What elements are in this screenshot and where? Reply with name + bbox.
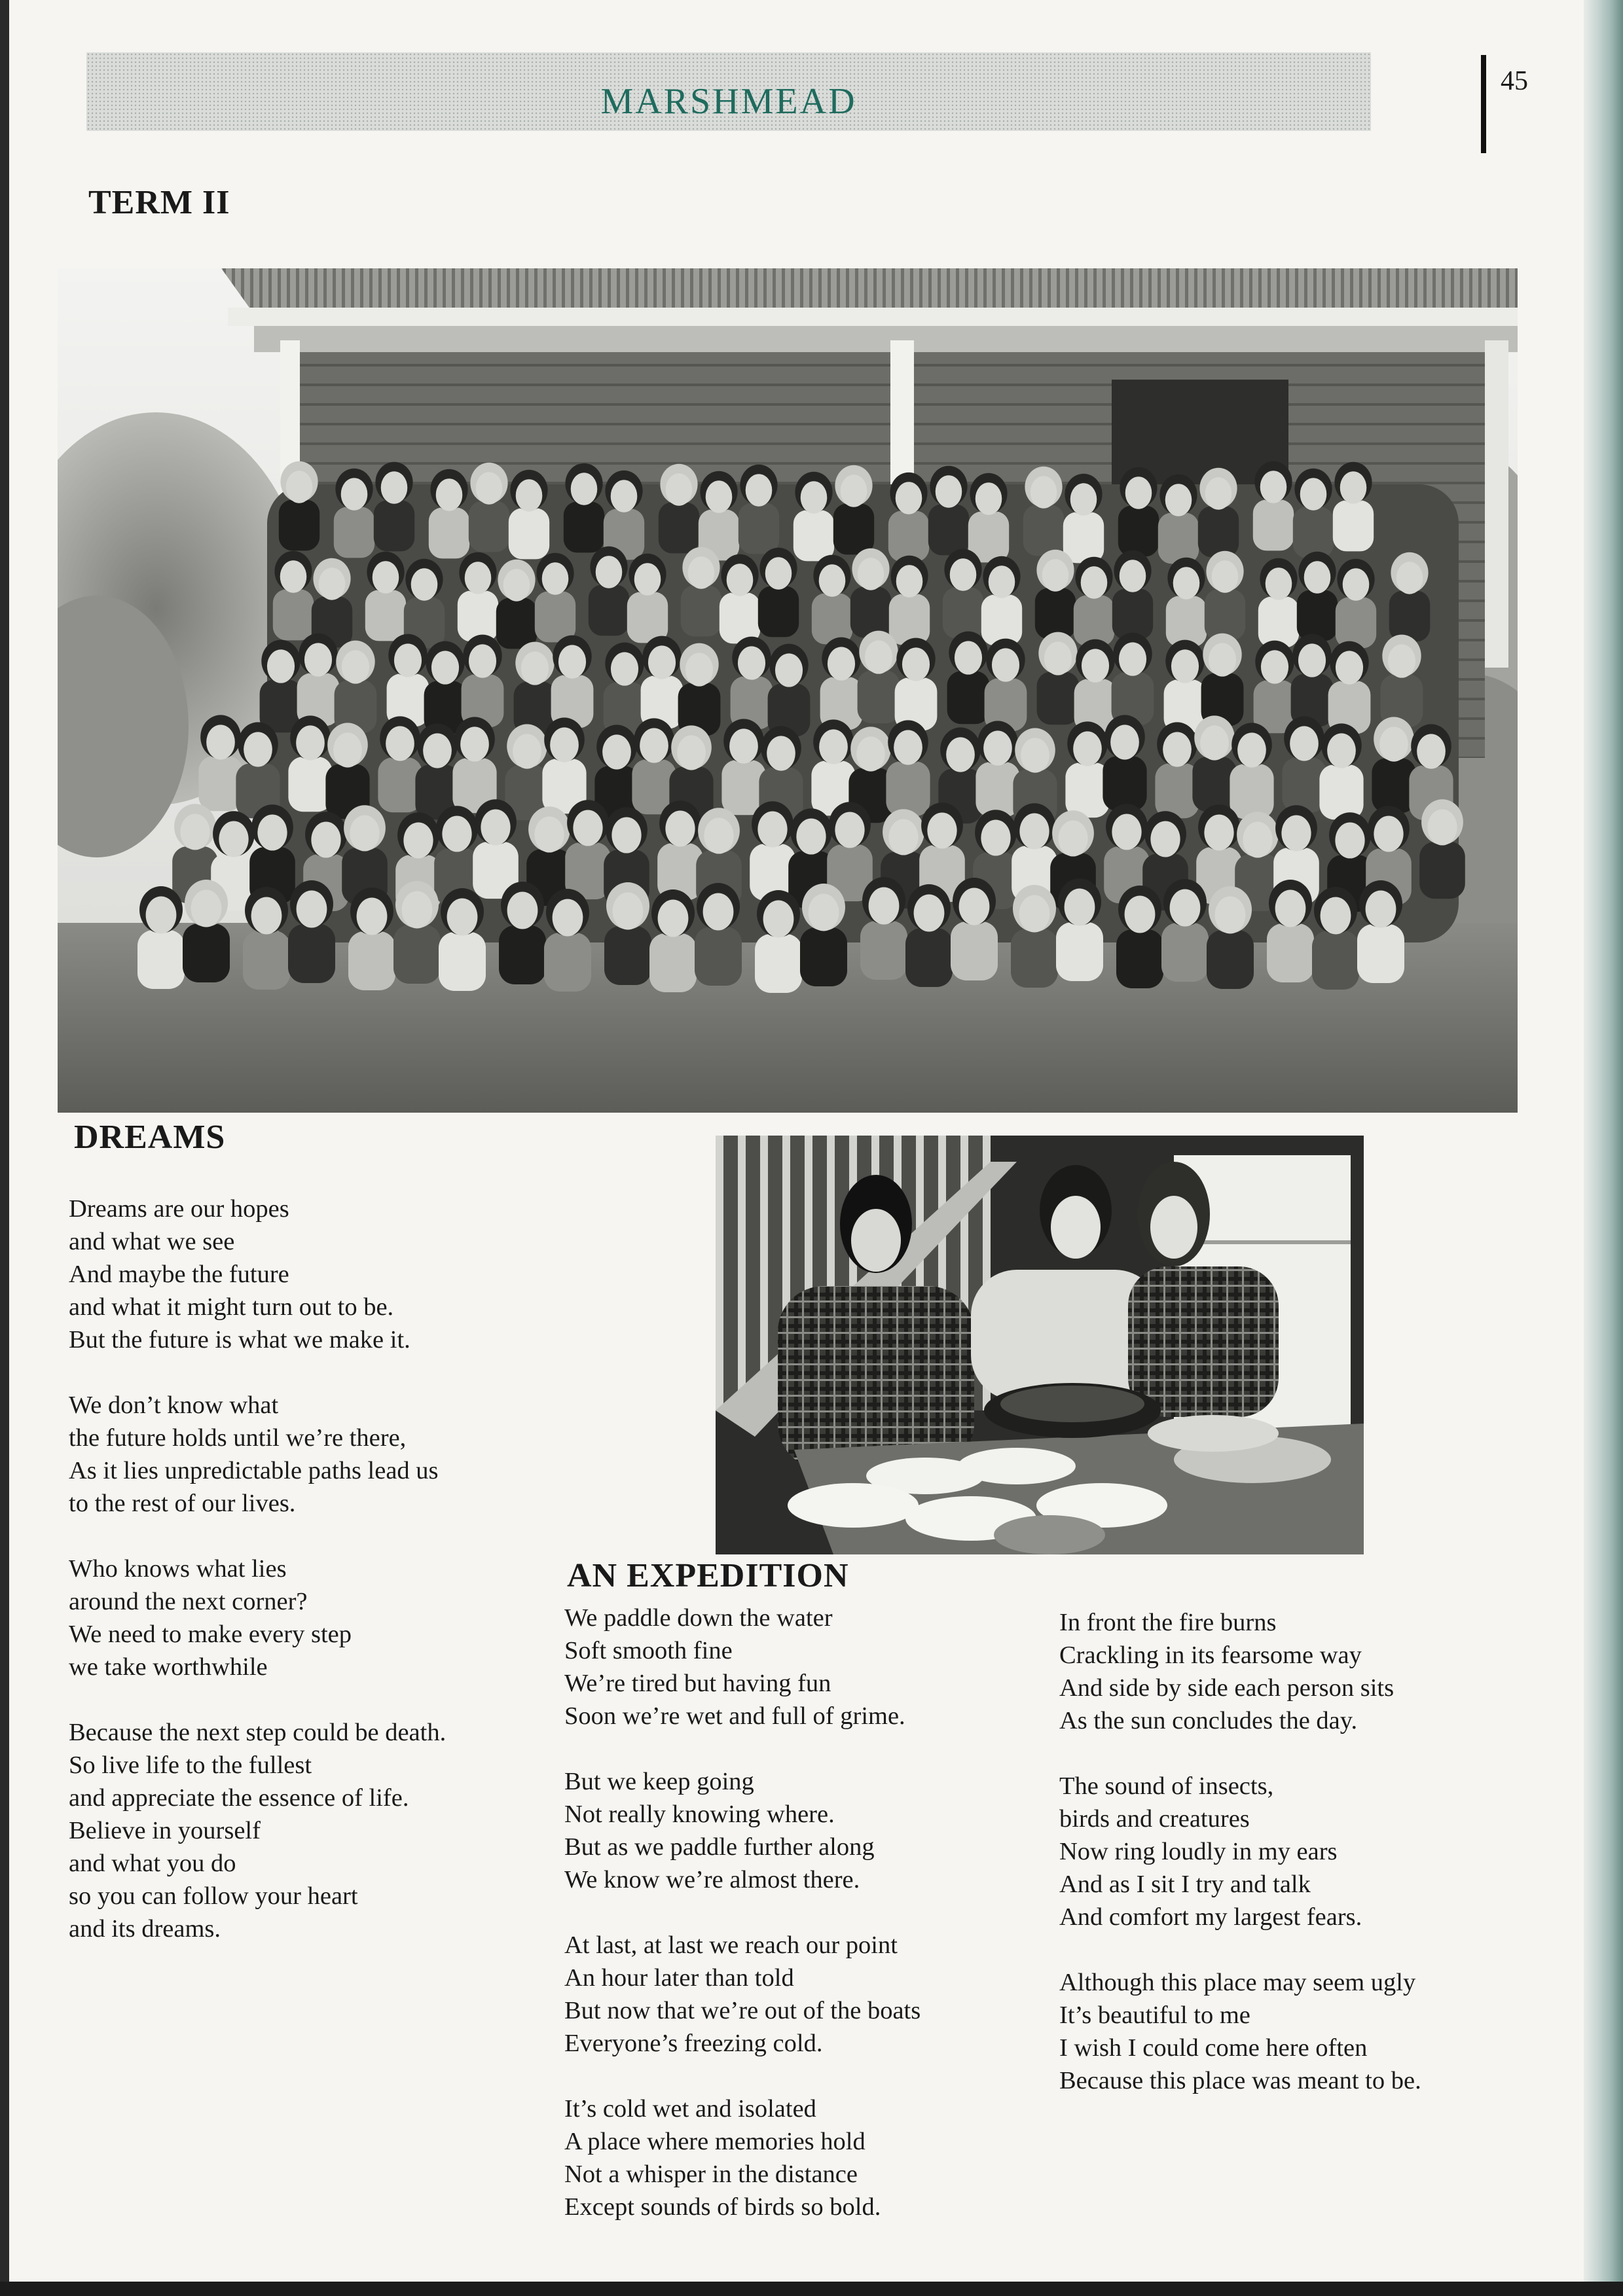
poem-line: It’s beautiful to me — [1059, 2001, 1250, 2029]
poem-line: We know we’re almost there. — [564, 1866, 860, 1893]
header-band — [86, 52, 1371, 131]
poem-line: and appreciate the essence of life. — [69, 1784, 409, 1812]
poem-line: In front the fire burns — [1059, 1609, 1277, 1636]
poem-line: Everyone’s freezing cold. — [564, 2030, 823, 2057]
poem-line: But now that we’re out of the boats — [564, 1997, 921, 2024]
section-heading: TERM II — [88, 184, 230, 221]
poem-line: Except sounds of birds so bold. — [564, 2193, 881, 2221]
poem-line: Crackling in its fearsome way — [1059, 1641, 1362, 1669]
poem-line: and what it might turn out to be. — [69, 1293, 394, 1321]
poem-line: Although this place may seem ugly — [1059, 1969, 1416, 1996]
poem-title-dreams: DREAMS — [74, 1119, 226, 1156]
poem-expedition-column-2 — [1059, 1606, 1421, 2130]
poem-line: But as we paddle further along — [564, 1833, 875, 1861]
poem-stanza — [1059, 1770, 1421, 1933]
poem-line: But we keep going — [564, 1768, 754, 1795]
poem-line: Believe in yourself — [69, 1817, 261, 1844]
group-photo — [58, 268, 1518, 1113]
poem-line: Not really knowing where. — [564, 1801, 835, 1828]
poem-stanza — [1059, 1606, 1421, 1737]
poem-line: Because the next step could be death. — [69, 1719, 447, 1746]
poem-line: around the next corner? — [69, 1588, 308, 1615]
poem-stanza — [1059, 1966, 1421, 2097]
poem-line: We need to make every step — [69, 1621, 352, 1648]
poem-line: Dreams are our hopes — [69, 1195, 289, 1223]
poem-line: At last, at last we reach our point — [564, 1931, 898, 1959]
poem-line: Not a whisper in the distance — [564, 2161, 858, 2188]
poem-line: we take worthwhile — [69, 1653, 268, 1681]
poem-dreams — [69, 1193, 446, 1978]
group-photo-image — [58, 268, 1518, 1113]
poem-line: And maybe the future — [69, 1261, 289, 1288]
kitchen-photo — [716, 1136, 1364, 1554]
poem-line: We don’t know what — [69, 1391, 279, 1419]
page-number: 45 — [1501, 66, 1528, 96]
poem-line: Because this place was meant to be. — [1059, 2067, 1421, 2094]
page-edge — [1584, 0, 1623, 2296]
poem-expedition-column-1 — [564, 1602, 921, 2256]
poem-line: so you can follow your heart — [69, 1882, 358, 1910]
poem-line: Soft smooth fine — [564, 1637, 733, 1664]
header-divider — [1481, 55, 1486, 153]
poem-line: Soon we’re wet and full of grime. — [564, 1702, 905, 1730]
poem-stanza — [69, 1716, 446, 1945]
poem-line: And comfort my largest fears. — [1059, 1903, 1362, 1931]
poem-stanza — [69, 1389, 446, 1520]
poem-line: and what you do — [69, 1850, 236, 1877]
poem-stanza — [564, 2092, 921, 2223]
poem-line: And as I sit I try and talk — [1059, 1871, 1311, 1898]
poem-line: A place where memories hold — [564, 2128, 866, 2155]
running-header: MARSHMEAD — [600, 81, 857, 122]
poem-stanza — [69, 1552, 446, 1683]
poem-line: I wish I could come here often — [1059, 2034, 1368, 2062]
poem-line: And side by side each person sits — [1059, 1674, 1395, 1702]
poem-line: to the rest of our lives. — [69, 1490, 296, 1517]
poem-line: So live life to the fullest — [69, 1751, 312, 1779]
poem-line: the future holds until we’re there, — [69, 1424, 407, 1452]
poem-line: An hour later than told — [564, 1964, 794, 1992]
poem-line: and what we see — [69, 1228, 235, 1255]
page-edge — [0, 0, 9, 2296]
poem-stanza — [564, 1929, 921, 2060]
poem-line: Now ring loudly in my ears — [1059, 1838, 1338, 1865]
poem-line: But the future is what we make it. — [69, 1326, 410, 1354]
poem-title-expedition: AN EXPEDITION — [567, 1557, 849, 1594]
poem-stanza — [69, 1193, 446, 1356]
poem-line: and its dreams. — [69, 1915, 221, 1943]
poem-line: We’re tired but having fun — [564, 1670, 831, 1697]
poem-line: As the sun concludes the day. — [1059, 1707, 1358, 1734]
poem-line: Who knows what lies — [69, 1555, 287, 1583]
poem-line: We paddle down the water — [564, 1604, 833, 1632]
poem-line: It’s cold wet and isolated — [564, 2095, 816, 2123]
poem-line: The sound of insects, — [1059, 1772, 1274, 1800]
poem-stanza — [564, 1765, 921, 1896]
kitchen-photo-image — [716, 1136, 1364, 1554]
poem-line: As it lies unpredictable paths lead us — [69, 1457, 439, 1484]
poem-line: birds and creatures — [1059, 1805, 1250, 1833]
page-edge — [0, 2282, 1623, 2296]
poem-stanza — [564, 1602, 921, 1732]
